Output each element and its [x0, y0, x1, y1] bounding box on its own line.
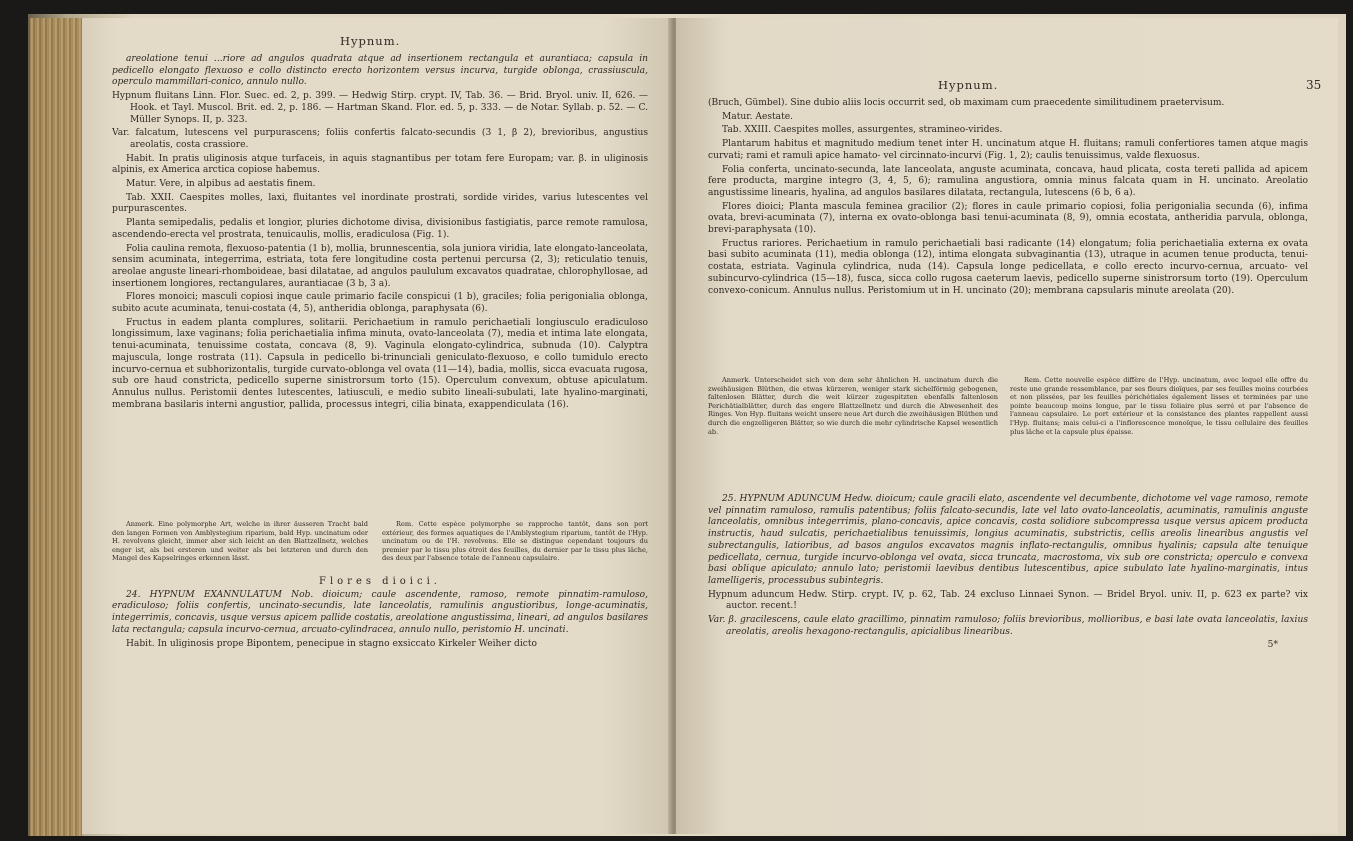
paragraph: areolatione tenui ...riore ad angulos quadrata atque ad insertionem rectangula et aurantiaca; capsula in pedicello elongato flexuoso e collo distincto erecto horizontem versus incurva, turgide oblonga, crassiuscula, operculo mammillari-conico, annulo nullo.	[112, 54, 648, 88]
paragraph: Flores dioici; Planta mascula feminea gracilior (2); flores in caule primario copiosi, folia perigonialia secunda (6), infima ovata, brevi-acuminata (7), interna ex ovato-oblonga basi tenui-acuminata (8, 9), omnia ecostata, antheridia parvula, oblonga, brevi-paraphysata (10).	[708, 201, 1308, 236]
right-page	[676, 18, 1338, 834]
left-column-lower	[112, 576, 648, 652]
section-heading: Flores dioici.	[319, 576, 441, 587]
paragraph: Tab. XXIII. Caespites molles, assurgentes, stramineo-virides.	[722, 125, 1003, 136]
paragraph: Matur. Vere, in alpibus ad aestatis finem.	[126, 179, 316, 190]
paragraph: Folia conferta, uncinato-secunda, late lanceolata, anguste acuminata, concava, haud plicata, costa tereti pallida ad apicem fere producta, margine integro (3, 4, 5, 6); ramulina angustiora, omnia minus falcata quam in H. uncinato. Areolatio angustissime linearis, hyalina, ad angulos basilares dilatata, rectangula, lutescens (6 b, 6 a).	[708, 164, 1308, 198]
paragraph: Fructus rariores. Perichaetium in ramulo perichaetiali basi radicante (14) elongatum; folia perichaetialia externa ex ovata basi subito acuminata (11), media oblonga (12), intima elongata subvaginantia (13), utraque in acumen tenue producta, tenui-costata, estriata. Vaginula cylindrica, nuda (14). Capsula longe pedicellata, e collo erecto incurvo-cernua, arcuato- vel subincurvo-cylindrica (15—18), fusca, sicca collo rugosa caeterum laevis, pedicello superne sinistrorsum torto (19). Operculum convexo-conicum. Annulus nullus. Peristomium ut in H. uncinato (20); membrana capsularis minute areolata (20).	[708, 238, 1308, 296]
running-head: Hypnum.	[938, 78, 999, 92]
right-column	[708, 98, 1308, 299]
note-french	[1010, 376, 1308, 436]
variety-25: Var. β. gracilescens, caule elato gracillimo, pinnatim ramuloso; foliis brevioribus, mollioribus, e basi late ovata lanceolatis, laxius areolatis, areolis hexagono-rectangulis, apicialibus linearibus.	[708, 615, 1308, 637]
page-number: 35	[1306, 78, 1322, 92]
note-text: Anmerk. Eine polymorphe Art, welche in ihrer äusseren Tracht bald den langen Formen von Amblystegium riparium, bald Hyp. uncinatum oder H. revolvens gleicht, immer aber sich leicht an den Blattzellnetz, welches enger ist, als bei ersteren und weiter als bei letzteren und durch den Mangel des Kapselringes erkennen lässt.	[112, 520, 368, 563]
note-german	[708, 376, 998, 436]
citation-25: Hypnum aduncum Hedw. Stirp. crypt. IV, p. 62, Tab. 24 excluso Linnaei Synon. — Bridel Bryol. univ. II, p. 623 ex parte? vix auctor. recent.!	[708, 589, 1308, 612]
variety: Var. falcatum, lutescens vel purpurascens; foliis confertis falcato-secundis (3 1, β 2), brevioribus, angustius areolatis, costa crassiore.	[112, 128, 648, 150]
paragraph: Folia caulina remota, flexuoso-patentia (1 b), mollia, brunnescentia, sola juniora viridia, late elongato-lanceolata, sensim acuminata, integerrima, estriata, tota fere longitudine costa pertenui percursa (2, 3); reticulatio tenuis, areolae anguste lineari-rhomboideae, basi dilatatae, ad angulos paululum excavatos quadratae, chlorophyllosae, ad insertionem longiores, rectangulares, aurantiacae (3 b, 3 a).	[112, 243, 648, 289]
note-german	[112, 520, 368, 563]
right-column-lower	[708, 494, 1308, 654]
note-text: Rem. Cette nouvelle espèce diffère de l'Hyp. uncinatum, avec lequel elle offre du reste une grande ressemblance, par ses fleurs dioïques, par ses feuilles moins courbées et non plissées, par les feuilles périchétiales également lisses et terminées par une pointe beaucoup moins longue, par le tissu foliaire plus serré et par l'absence de l'anneau capsulaire. Le port extérieur et la consistance des plantes rappellent aussi l'Hyp. fluitans; mais celui-ci a l'inflorescence monoïque, le tissu cellulaire des feuilles plus lâche et la capsule plus épaisse.	[1010, 376, 1308, 436]
note-text: Rem. Cette espèce polymorphe se rapproche tantôt, dans son port extérieur, des formes aquatiques de l'Amblystegium riparium, tantôt de l'Hyp. uncinatum ou de l'H. revolvens. Elle se distingue cependant toujours du premier par le tissu plus étroit des feuilles, du dernier par le tissu plus lâche, des deux par l'absence totale de l'anneau capsulaire.	[382, 520, 648, 563]
running-head: Hypnum.	[340, 34, 401, 48]
paragraph: Planta semipedalis, pedalis et longior, pluries dichotome divisa, divisionibus fastigiatis, parce remote ramulosa, ascendendo-erecta vel prostrata, tenuicaulis, mollis, eradiculosa (Fig. 1).	[112, 218, 648, 240]
paragraph: Habit. In pratis uliginosis atque turfaceis, in aquis stagnantibus per totam fere Europam; var. β. in uliginosis alpinis, ex America arctica copiose habemus.	[112, 153, 648, 176]
paragraph: (Bruch, Gümbel). Sine dubio aliis locis occurrit sed, ob maximam cum praecedente similitudinem praetervisum.	[708, 98, 1225, 108]
paragraph: Matur. Aestate.	[722, 111, 793, 122]
page-edges	[30, 18, 82, 836]
species-25: 25. HYPNUM ADUNCUM Hedw. dioicum; caule gracili elato, ascendente vel decumbente, dichotome vel vage ramoso, remote vel pinnatim ramuloso, ramulis patentibus; foliis falcato-secundis, late vel lato ovato-lanceolatis, acuminatis, ramulinis anguste lanceolatis, omnibus integerrimis, plano-concavis, apice concavis, costa solidiore subcompressa usque versus apicem producta instructis, haud sulcatis, perichaetialibus tenuissimis, longius acuminatis, substrictis, cellis areolis linearibus angustis vel subrectangulis, latioribus, ad basos angulos excavatos magnis inflato-rectangulis, omnibus hyalinis; capsula alte tenuique pedicellata, cernua, turgide incurvo-oblonga vel ovata, sicca truncata, macrostoma, vix sub ore constricta; operculo e convexa basi oblique apiculato; annulo lato; peristomii laevibus dentibus lutescentibus, apice subulato late hyalino-marginatis, intus lamelligeris, processubus subintegris.	[708, 494, 1308, 586]
paragraph: Plantarum habitus et magnitudo medium tenet inter H. uncinatum atque H. fluitans; ramuli confertiores tamen atque magis curvati; rami et ramuli apice hamato- vel circinnato-incurvi (Fig. 1, 2); caulis tenuissimus, valde flexuosus.	[708, 139, 1308, 161]
note-french	[382, 520, 648, 563]
left-column	[112, 54, 648, 413]
paragraph: Fructus in eadem planta complures, solitarii. Perichaetium in ramulo perichaetiali longiusculo eradiculoso longissimum, laxe vaginans; folia perichaetialia infima minuta, ovato-lanceolata (7), media et intima late elongata, tenui-acuminata, tenuissime costata, concava (8, 9). Vaginula elongato-cylindrica, subnuda (10). Calyptra majuscula, longe rostrata (11). Capsula in pedicello bi-trinunciali geniculato-flexuoso, e collo tumidulo erecto incurvo-cernua et subhorizontalis, turgide curvato-oblonga vel ovata (11—14), badia, mollis, sicca evacuata rugosa, sub ore haud constricta, pedicello superne sinistrorsum torto (15). Operculum convexum, obtuse apiculatum. Annulus nullus. Peristomii dentes lutescentes, latiusculi, e medio subito lineali-subulati, late hyalino-marginati, membrana basilaris interni angustior, pallida, processus integri, cilia binata, exappendiculata (16).	[112, 317, 648, 410]
paragraph: Flores monoici; masculi copiosi inque caule primario facile conspicui (1 b), graciles; folia perigonialia oblonga, subito acute acuminata, tenui-costata (4, 5), antheridia oblonga, paraphysata (6).	[112, 292, 648, 315]
left-page	[82, 18, 672, 834]
citation: Hypnum fluitans Linn. Flor. Suec. ed. 2, p. 399. — Hedwig Stirp. crypt. IV, Tab. 36. — Brid. Bryol. univ. II, 626. — Hook. et Tayl. Muscol. Brit. ed. 2, p. 186. — Hartman Skand. Flor. ed. 5, p. 333. — de Notar. Syllab. p. 52. — C. Müller Synops. II, p. 323.	[112, 91, 648, 125]
signature-mark: 5*	[1267, 640, 1278, 651]
habitat-24: Habit. In uliginosis prope Bipontem, penecipue in stagno exsiccato Kirkeler Weiher dicto	[126, 638, 537, 649]
paragraph: Tab. XXII. Caespites molles, laxi, fluitantes vel inordinate prostrati, sordide virides, varius lutescentes vel purpurascentes.	[112, 192, 648, 215]
note-text: Anmerk. Unterscheidet sich von dem sehr ähnlichen H. uncinatum durch die zweihäusigen Blüthen, die etwas kürzeren, weniger stark sichelförmig gebogenen, faltenlosen Blätter, durch die weit kürzer zugespitzten ebenfalls faltenlosen Perichätialblätter, durch das engere Blattzellnetz und durch die Abwesenheit des Ringes. Von Hyp. fluitans weicht unsere neue Art durch die zweihäusigen Blüthen und durch die engzelligeren Blätter, so wie durch die mehr cylindrische Kapsel wesentlich ab.	[708, 376, 998, 436]
species-24: 24. HYPNUM EXANNULATUM Nob. dioicum; caule ascendente, ramoso, remote pinnatim-ramuloso, eradiculoso; foliis confertis, uncinato-secundis, late lanceolatis, ramulinis angustioribus, longe-acuminatis, integerrimis, concavis, usque versus apicem pallide costatis, areolatione angustissima, lineari, ad angulos basilares lata rectangula; capsula incurvo-cernua, arcuato-cylindracea, annulo nullo, peristomio H. uncinati.	[112, 589, 648, 635]
